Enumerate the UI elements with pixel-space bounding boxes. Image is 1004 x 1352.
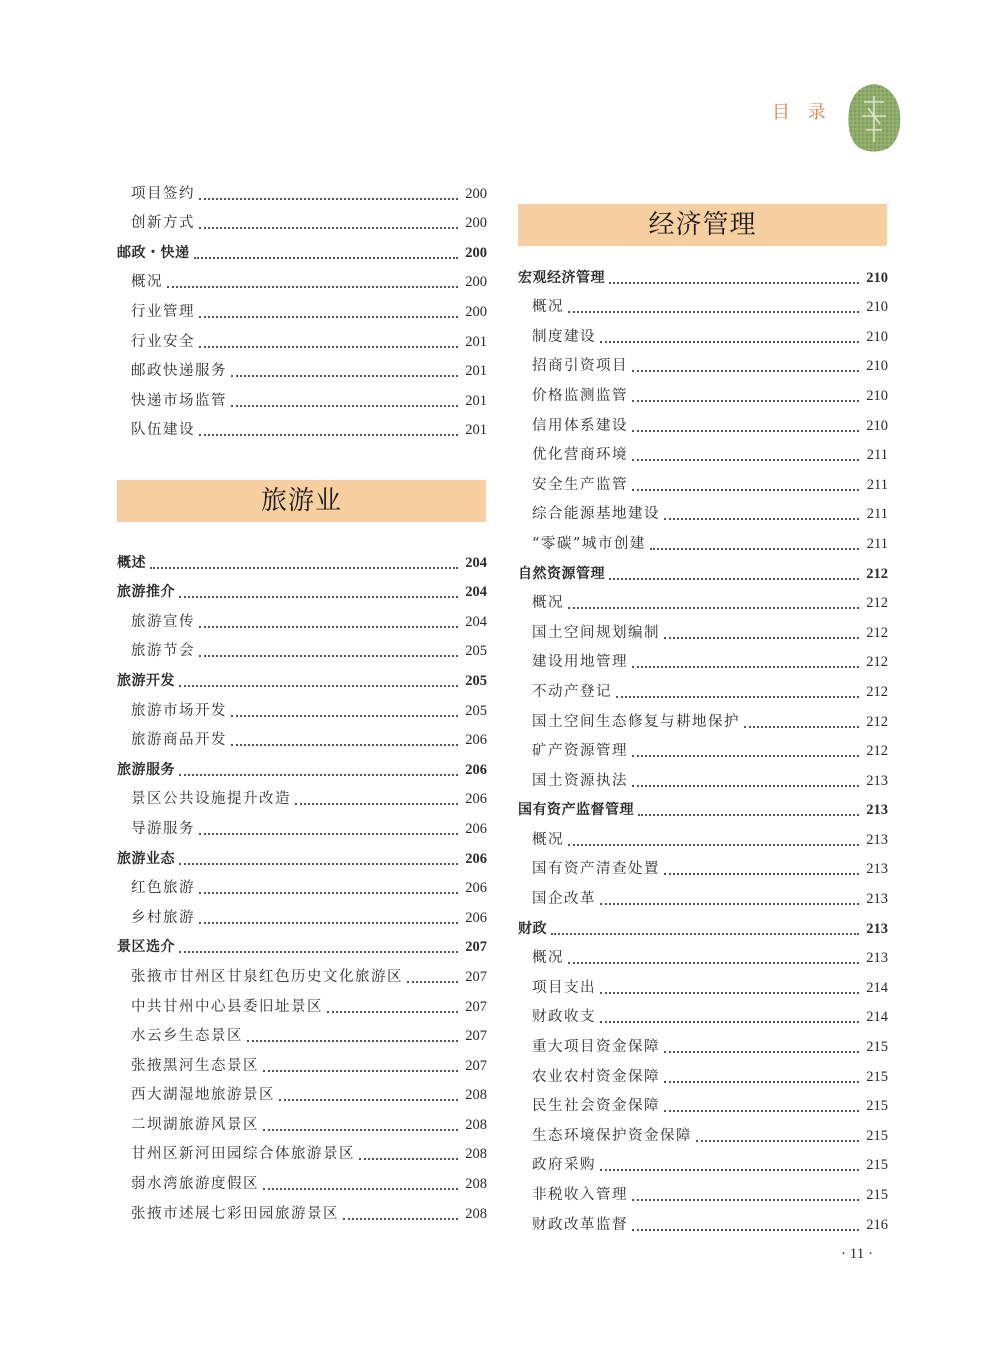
- toc-entry-page: 212: [866, 565, 888, 582]
- toc-entry-page: 205: [465, 672, 487, 689]
- toc-entry-label: 概述: [117, 554, 146, 571]
- toc-entry-page: 204: [465, 554, 487, 571]
- toc-entry-page: 206: [465, 909, 487, 926]
- toc-entry[interactable]: [117, 634, 487, 664]
- toc-entry-label: 矿产资源管理: [532, 743, 628, 760]
- toc-entry-label: 中共甘州中心县委旧址景区: [131, 998, 323, 1015]
- toc-entry-page: 213: [866, 831, 888, 848]
- toc-entry-page: 206: [465, 820, 487, 837]
- toc-entry-page: 212: [866, 595, 888, 612]
- toc-entry-label: 概况: [532, 299, 564, 316]
- toc-entry[interactable]: [117, 206, 487, 236]
- toc-entry-page: 211: [866, 506, 888, 523]
- toc-entry-label: 红色旅游: [131, 880, 195, 897]
- dot-leader: [609, 282, 859, 284]
- toc-entry-label: 旅游开发: [117, 672, 175, 689]
- toc-entry-page: 210: [866, 328, 888, 345]
- toc-entry-page: 204: [465, 613, 487, 630]
- dot-leader: [247, 1040, 458, 1042]
- toc-entry[interactable]: [117, 354, 487, 384]
- dot-leader: [568, 962, 859, 964]
- toc-section-entry[interactable]: [117, 545, 487, 575]
- toc-entry[interactable]: [117, 383, 487, 413]
- toc-entry-label: 概况: [532, 595, 564, 612]
- toc-entry-page: 207: [465, 968, 487, 985]
- dot-leader: [179, 685, 458, 687]
- dot-leader: [279, 1099, 458, 1101]
- toc-entry-label: 行业安全: [131, 333, 195, 350]
- dot-leader: [638, 814, 859, 816]
- toc-entry-label: 政府采购: [532, 1157, 596, 1174]
- toc-entry-label: 景区选介: [117, 939, 175, 956]
- toc-entry[interactable]: [117, 1196, 487, 1226]
- toc-entry-label: 财政: [518, 920, 547, 937]
- toc-entry-page: 210: [866, 269, 888, 286]
- toc-entry[interactable]: [117, 413, 487, 443]
- toc-entry-label: 邮政快递服务: [131, 363, 227, 380]
- dot-leader: [263, 1129, 458, 1131]
- dot-leader: [199, 655, 458, 657]
- dot-leader: [568, 311, 859, 313]
- dot-leader: [194, 257, 459, 259]
- toc-entry-label: 建设用地管理: [532, 654, 628, 671]
- toc-entry-page: 212: [866, 683, 888, 700]
- dot-leader: [199, 316, 458, 318]
- dot-leader: [616, 696, 859, 698]
- toc-entry-page: 211: [866, 535, 888, 552]
- toc-entry[interactable]: [117, 871, 487, 901]
- toc-entry-label: 张掖市述展七彩田园旅游景区: [131, 1205, 339, 1222]
- toc-entry-label: 快递市场监管: [131, 392, 227, 409]
- toc-entry[interactable]: [117, 693, 487, 723]
- page-running-title: 目 录: [772, 102, 832, 123]
- toc-entry-page: 201: [465, 333, 487, 350]
- toc-entry[interactable]: [518, 319, 888, 349]
- toc-entry-page: 205: [465, 643, 487, 660]
- dot-leader: [600, 992, 859, 994]
- toc-entry-page: 208: [465, 1146, 487, 1163]
- toc-entry-label: 安全生产监管: [532, 476, 628, 493]
- toc-entry-label: 旅游推介: [117, 584, 175, 601]
- dot-leader: [744, 726, 859, 728]
- toc-section-entry[interactable]: [117, 841, 487, 871]
- toc-entry[interactable]: [518, 941, 888, 971]
- toc-entry-label: 财政改革监督: [532, 1216, 628, 1233]
- toc-list-right: [518, 260, 888, 1237]
- dot-leader: [632, 489, 859, 491]
- toc-entry-page: 201: [465, 363, 487, 380]
- toc-entry[interactable]: [518, 378, 888, 408]
- toc-entry-label: 景区公共设施提升改造: [131, 791, 291, 808]
- dot-leader: [199, 198, 458, 200]
- toc-entry-page: 207: [465, 1028, 487, 1045]
- toc-entry-label: 旅游商品开发: [131, 732, 227, 749]
- toc-entry-page: 208: [465, 1087, 487, 1104]
- toc-entry[interactable]: [117, 989, 487, 1019]
- dot-leader: [600, 1169, 859, 1171]
- toc-entry-page: 211: [866, 476, 888, 493]
- toc-entry-label: 综合能源基地建设: [532, 506, 660, 523]
- toc-entry-page: 216: [866, 1216, 888, 1233]
- toc-entry[interactable]: [518, 1177, 888, 1207]
- dot-leader: [664, 1051, 859, 1053]
- toc-entry-page: 214: [866, 1009, 888, 1026]
- dot-leader: [150, 567, 458, 569]
- dot-leader: [632, 1199, 859, 1201]
- toc-entry[interactable]: [518, 497, 888, 527]
- dot-leader: [359, 1158, 458, 1160]
- dot-leader: [632, 430, 859, 432]
- toc-entry-page: 210: [866, 358, 888, 375]
- toc-entry[interactable]: [117, 1078, 487, 1108]
- dot-leader: [632, 755, 859, 757]
- toc-entry-label: “零碳”城市创建: [532, 535, 646, 552]
- toc-entry[interactable]: [518, 881, 888, 911]
- toc-entry-page: 214: [866, 979, 888, 996]
- dot-leader: [263, 1070, 458, 1072]
- toc-entry-label: 队伍建设: [131, 422, 195, 439]
- section-heading-economic-management: 经济管理: [518, 204, 887, 246]
- toc-entry-page: 212: [866, 654, 888, 671]
- dot-leader: [199, 434, 458, 436]
- toc-entry-page: 210: [866, 299, 888, 316]
- toc-entry-label: 国企改革: [532, 891, 596, 908]
- dot-leader: [632, 400, 859, 402]
- toc-entry-label: 民生社会资金保障: [532, 1098, 660, 1115]
- toc-entry[interactable]: [518, 349, 888, 379]
- toc-entry-label: 生态环境保护资金保障: [532, 1127, 692, 1144]
- toc-entry-page: 200: [465, 244, 487, 261]
- toc-entry-page: 210: [866, 387, 888, 404]
- toc-entry[interactable]: [518, 1000, 888, 1030]
- dot-leader: [295, 803, 458, 805]
- toc-entry[interactable]: [518, 1059, 888, 1089]
- toc-entry-label: 旅游市场开发: [131, 702, 227, 719]
- dot-leader: [199, 922, 458, 924]
- toc-entry[interactable]: [117, 723, 487, 753]
- toc-entry[interactable]: [117, 176, 487, 206]
- toc-entry-page: 213: [866, 950, 888, 967]
- toc-entry-page: 215: [866, 1157, 888, 1174]
- toc-section-entry[interactable]: [117, 930, 487, 960]
- dot-leader: [609, 578, 859, 580]
- toc-entry-page: 204: [465, 584, 487, 601]
- dot-leader: [632, 370, 859, 372]
- toc-entry-label: 西大湖湿地旅游景区: [131, 1087, 275, 1104]
- toc-entry[interactable]: [518, 674, 888, 704]
- toc-entry-label: 张掖市甘州区甘泉红色历史文化旅游区: [131, 968, 403, 985]
- toc-section-entry[interactable]: [518, 793, 888, 823]
- toc-entry-page: 206: [465, 791, 487, 808]
- toc-entry[interactable]: [518, 526, 888, 556]
- dot-leader: [231, 375, 458, 377]
- toc-entry[interactable]: [117, 265, 487, 295]
- toc-entry-page: 210: [866, 417, 888, 434]
- dot-leader: [664, 518, 859, 520]
- toc-entry[interactable]: [518, 615, 888, 645]
- dot-leader: [167, 286, 458, 288]
- toc-entry[interactable]: [117, 1137, 487, 1167]
- dot-leader: [343, 1218, 458, 1220]
- toc-entry-page: 207: [465, 1057, 487, 1074]
- toc-section-entry[interactable]: [117, 752, 487, 782]
- dot-leader: [179, 863, 458, 865]
- toc-entry-page: 215: [866, 1039, 888, 1056]
- toc-entry-page: 215: [866, 1098, 888, 1115]
- toc-entry-label: 概况: [131, 274, 163, 291]
- toc-entry-page: 212: [866, 743, 888, 760]
- toc-entry[interactable]: [518, 763, 888, 793]
- dot-leader: [231, 744, 458, 746]
- toc-entry-label: 项目支出: [532, 979, 596, 996]
- toc-entry[interactable]: [518, 1118, 888, 1148]
- toc-entry-page: 213: [866, 772, 888, 789]
- toc-entry-label: 自然资源管理: [518, 565, 605, 582]
- dot-leader: [199, 227, 458, 229]
- dot-leader: [263, 1188, 458, 1190]
- toc-entry-label: 农业农村资金保障: [532, 1068, 660, 1085]
- toc-entry-label: 旅游服务: [117, 761, 175, 778]
- toc-entry-label: 重大项目资金保障: [532, 1039, 660, 1056]
- toc-entry-page: 211: [866, 447, 888, 464]
- toc-entry-label: 宏观经济管理: [518, 269, 605, 286]
- dot-leader: [664, 873, 859, 875]
- toc-entry[interactable]: [518, 408, 888, 438]
- toc-entry[interactable]: [518, 1207, 888, 1237]
- toc-entry-page: 200: [465, 303, 487, 320]
- toc-entry-label: 国有资产监督管理: [518, 802, 634, 819]
- toc-entry-page: 201: [465, 422, 487, 439]
- dot-leader: [632, 459, 859, 461]
- toc-entry[interactable]: [518, 704, 888, 734]
- toc-entry-page: 205: [465, 702, 487, 719]
- toc-entry-label: 行业管理: [131, 303, 195, 320]
- toc-entry-label: 弱水湾旅游度假区: [131, 1176, 259, 1193]
- seal-emblem-icon: [846, 82, 902, 154]
- toc-entry-label: 制度建设: [532, 328, 596, 345]
- dot-leader: [179, 951, 458, 953]
- dot-leader: [407, 981, 458, 983]
- toc-entry[interactable]: [117, 294, 487, 324]
- dot-leader: [179, 596, 458, 598]
- dot-leader: [664, 1110, 859, 1112]
- toc-column-right: [518, 204, 888, 1237]
- toc-entry-page: 215: [866, 1187, 888, 1203]
- dot-leader: [231, 715, 458, 717]
- toc-entry-page: 206: [465, 880, 487, 897]
- toc-entry-label: 张掖黑河生态景区: [131, 1057, 259, 1074]
- section-heading-tourism: 旅游业: [117, 480, 486, 522]
- toc-entry-page: 213: [866, 802, 888, 819]
- toc-section-entry[interactable]: [117, 575, 487, 605]
- toc-entry-page: 213: [866, 891, 888, 908]
- toc-entry-page: 200: [465, 215, 487, 232]
- toc-entry-label: 导游服务: [131, 820, 195, 837]
- toc-entry-label: 国有资产清查处置: [532, 861, 660, 878]
- dot-leader: [600, 903, 859, 905]
- toc-entry[interactable]: [117, 900, 487, 930]
- dot-leader: [632, 666, 859, 668]
- toc-entry[interactable]: [117, 604, 487, 634]
- toc-entry-page: 206: [465, 850, 487, 867]
- toc-entry-label: 概况: [532, 831, 564, 848]
- toc-entry-page: 200: [465, 185, 487, 202]
- toc-entry-page: 201: [465, 392, 487, 409]
- toc-section-entry[interactable]: [518, 911, 888, 941]
- toc-entry-page: 206: [465, 732, 487, 749]
- toc-entry-page: 212: [866, 624, 888, 641]
- toc-entry-label: 水云乡生态景区: [131, 1028, 243, 1045]
- toc-entry[interactable]: [117, 1019, 487, 1049]
- toc-entry-page: 208: [465, 1116, 487, 1133]
- toc-entry-label: 国土资源执法: [532, 772, 628, 789]
- toc-entry[interactable]: [518, 1089, 888, 1119]
- dot-leader: [199, 626, 458, 628]
- dot-leader: [551, 933, 859, 935]
- toc-column-left-top: [117, 176, 487, 442]
- page-number: · 11 ·: [841, 1246, 873, 1262]
- toc-entry-label: 二坝湖旅游风景区: [131, 1116, 259, 1133]
- toc-entry-page: 208: [465, 1176, 487, 1193]
- toc-entry-label: 非税收入管理: [532, 1187, 628, 1203]
- dot-leader: [650, 548, 859, 550]
- toc-entry-label: 乡村旅游: [131, 909, 195, 926]
- toc-entry[interactable]: [518, 645, 888, 675]
- toc-entry-label: 国土空间规划编制: [532, 624, 660, 641]
- toc-section-entry[interactable]: [518, 556, 888, 586]
- toc-section-entry[interactable]: [117, 663, 487, 693]
- dot-leader: [568, 844, 859, 846]
- toc-entry-page: 215: [866, 1068, 888, 1085]
- toc-entry[interactable]: [117, 959, 487, 989]
- toc-entry-label: 不动产登记: [532, 683, 612, 700]
- toc-entry[interactable]: [518, 290, 888, 320]
- dot-leader: [632, 1229, 859, 1231]
- toc-entry-page: 206: [465, 761, 487, 778]
- toc-entry[interactable]: [117, 324, 487, 354]
- dot-leader: [696, 1140, 859, 1142]
- toc-entry-label: 信用体系建设: [532, 417, 628, 434]
- dot-leader: [327, 1011, 458, 1013]
- toc-entry[interactable]: [518, 1029, 888, 1059]
- toc-entry-page: 208: [465, 1205, 487, 1222]
- toc-entry-label: 概况: [532, 950, 564, 967]
- toc-entry-label: 旅游宣传: [131, 613, 195, 630]
- toc-column-left-bottom: [117, 545, 487, 1226]
- dot-leader: [632, 785, 859, 787]
- toc-entry-label: 优化营商环境: [532, 447, 628, 464]
- toc-section-entry[interactable]: [518, 260, 888, 290]
- toc-entry[interactable]: [518, 970, 888, 1000]
- toc-entry[interactable]: [518, 586, 888, 616]
- dot-leader: [179, 774, 458, 776]
- toc-entry[interactable]: [518, 467, 888, 497]
- dot-leader: [231, 405, 458, 407]
- toc-entry-label: 旅游节会: [131, 643, 195, 660]
- dot-leader: [199, 346, 458, 348]
- toc-entry-page: 207: [465, 998, 487, 1015]
- toc-entry-page: 207: [465, 939, 487, 956]
- toc-section-entry[interactable]: [117, 235, 487, 265]
- toc-entry[interactable]: [518, 852, 888, 882]
- toc-entry-label: 价格监测监管: [532, 387, 628, 404]
- toc-entry[interactable]: [117, 811, 487, 841]
- toc-entry-label: 旅游业态: [117, 850, 175, 867]
- toc-entry[interactable]: [518, 438, 888, 468]
- toc-entry-label: 创新方式: [131, 215, 195, 232]
- dot-leader: [664, 637, 859, 639]
- toc-entry[interactable]: [117, 782, 487, 812]
- toc-entry[interactable]: [117, 1166, 487, 1196]
- toc-entry-page: 213: [866, 861, 888, 878]
- toc-entry[interactable]: [518, 1148, 888, 1178]
- dot-leader: [568, 607, 859, 609]
- toc-entry-label: 财政收支: [532, 1009, 596, 1026]
- dot-leader: [600, 1021, 859, 1023]
- toc-entry-page: 213: [866, 920, 888, 937]
- toc-entry[interactable]: [117, 1107, 487, 1137]
- dot-leader: [199, 892, 458, 894]
- toc-entry-page: 212: [866, 713, 888, 730]
- dot-leader: [199, 833, 458, 835]
- toc-entry-label: 项目签约: [131, 185, 195, 202]
- dot-leader: [664, 1081, 859, 1083]
- toc-entry-label: 国土空间生态修复与耕地保护: [532, 713, 740, 730]
- toc-entry-label: 邮政・快递: [117, 244, 190, 261]
- toc-entry-label: 招商引资项目: [532, 358, 628, 375]
- toc-entry-page: 215: [866, 1127, 888, 1144]
- toc-entry[interactable]: [518, 822, 888, 852]
- dot-leader: [600, 341, 859, 343]
- toc-entry-label: 甘州区新河田园综合体旅游景区: [131, 1146, 355, 1163]
- toc-entry[interactable]: [518, 734, 888, 764]
- toc-entry-page: 200: [465, 274, 487, 291]
- toc-entry[interactable]: [117, 1048, 487, 1078]
